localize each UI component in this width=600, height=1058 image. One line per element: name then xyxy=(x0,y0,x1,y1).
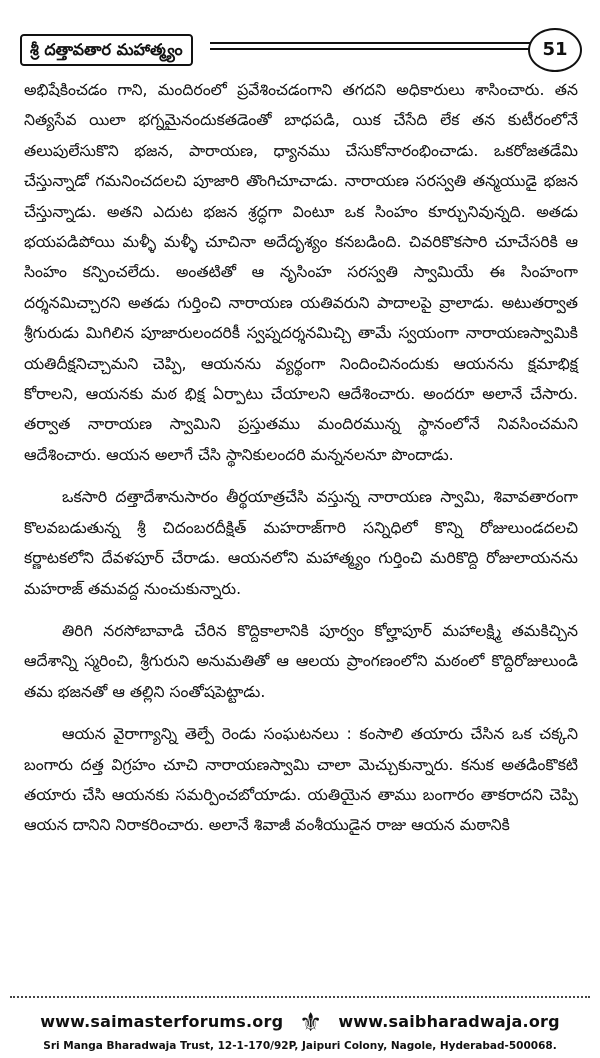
paragraph: తిరిగి నరసోబావాడి చేరిన కొద్దికాలానికి పూర్వం కోల్హాపూర్ మహాలక్ష్మి తమకిచ్చిన ఆదేశాన్ని స్మరించి, శ్రీగురుని అనుమతితో ఆ ఆలయ ప్రాంగణంలోని మఠంలో కొద్దిరోజులుండి తమ భజనతో ఆ తల్లిని సంతోషపెట్టాడు. xyxy=(24,620,578,701)
footer-divider xyxy=(10,996,590,998)
footer-links xyxy=(10,1008,590,1038)
book-title: శ్రీ దత్తావతార మహాత్మ్యం xyxy=(20,34,193,66)
page-footer xyxy=(10,1008,590,1052)
fleur-de-lis-icon: ⚜ xyxy=(299,1008,323,1038)
footer-link-right[interactable]: www.saibharadwaja.org xyxy=(338,1012,560,1031)
footer-link-left[interactable]: www.saimasterforums.org xyxy=(40,1012,284,1031)
header-rule xyxy=(210,42,530,54)
page-header xyxy=(10,34,588,68)
paragraph: అభిషేకించడం గాని, మందిరంలో ప్రవేశించడంగాని తగదని అధికారులు శాసించారు. తన నిత్యసేవ యిలా భగ్నమైనందుకతడెంతో బాధపడి, యిక చేసేది లేక తన కుటీరంలోనే తలుపులేసుకొని భజన, పారాయణ, ధ్యానము చేసుకోనారంభించాడు. ఒకరోజతడేమి చేస్తున్నాడో గమనించదలచి పూజారి తొంగిచూచాడు. నారాయణ సరస్వతి తన్మయుడై భజన చేస్తున్నాడు. అతని ఎదుట భజన శ్రద్ధగా వింటూ ఒక సింహం కూర్చునివున్నది. అతడు భయపడిపోయి మళ్ళీ మళ్ళీ చూచినా అదేదృశ్యం కనబడింది. చివరికొకసారి చూచేసరికి ఆ సింహం కన్పించలేదు. అంతటితో ఆ నృసింహ సరస్వతి స్వామియే ఈ సింహంగా దర్శనమిచ్చారని అతడు గుర్తించి నారాయణ యతివరుని పాదాలపై వ్రాలాడు. అటుతర్వాత శ్రీగురుడు మిగిలిన పూజారులందరికీ స్వప్నదర్శనమిచ్చి తామే స్వయంగా నారాయణస్వామికి యతిదీక్షనిచ్చామని చెప్పి, ఆయనను వ్యర్థంగా నిందించినందుకు ఆయనను క్షమాభిక్ష కోరాలని, ఆయనకు మఠ భిక్ష ఏర్పాటు చేయాలని ఆదేశించారు. అందరూ అలానే చేసారు. తర్వాత నారాయణ స్వామిని ప్రస్తుతము మందిరమున్న స్థానంలోనే నివసించమని ఆదేశించారు. ఆయన అలాగే చేసి స్థానికులందరి మన్ననలనూ పొందాడు. xyxy=(24,80,578,464)
paragraph: ఒకసారి దత్తాదేశానుసారం తీర్థయాత్రచేసి వస్తున్న నారాయణ స్వామి, శివావతారంగా కొలవబడుతున్న శ్రీ చిదంబరదీక్షిత్ మహరాజ్‌గారి సన్నిధిలో కొన్ని రోజులుండదలచి కర్ణాటకలోని దేవళపూర్ చేరాడు. ఆయనలోని మహాత్మ్యం గుర్తించి మరికొద్ది రోజులాయనను మహరాజ్ తమవద్ద నుంచుకున్నారు. xyxy=(24,487,578,598)
header-rule-line xyxy=(210,42,530,44)
header-rule-line xyxy=(210,48,530,50)
footer-address: Sri Manga Bharadwaja Trust, 12-1-170/92P, Jaipuri Colony, Nagole, Hyderabad-500068. xyxy=(43,1040,557,1052)
body-text xyxy=(24,75,578,853)
page-number: 51 xyxy=(528,28,582,72)
paragraph: ఆయన వైరాగ్యాన్ని తెల్పే రెండు సంఘటనలు : కంసాలి తయారు చేసిన ఒక చక్కని బంగారు దత్త విగ్రహం చూచి నారాయణస్వామి చాలా మెచ్చుకున్నారు. కనుక అతడింకొకటి తయారు చేసి ఆయనకు సమర్పించబోయాడు. యతియైన తాము బంగారం తాకరాదని చెప్పి ఆయన దానిని నిరాకరించారు. అలానే శివాజీ వంశీయుడైన రాజు ఆయన మఠానికి xyxy=(24,724,578,835)
